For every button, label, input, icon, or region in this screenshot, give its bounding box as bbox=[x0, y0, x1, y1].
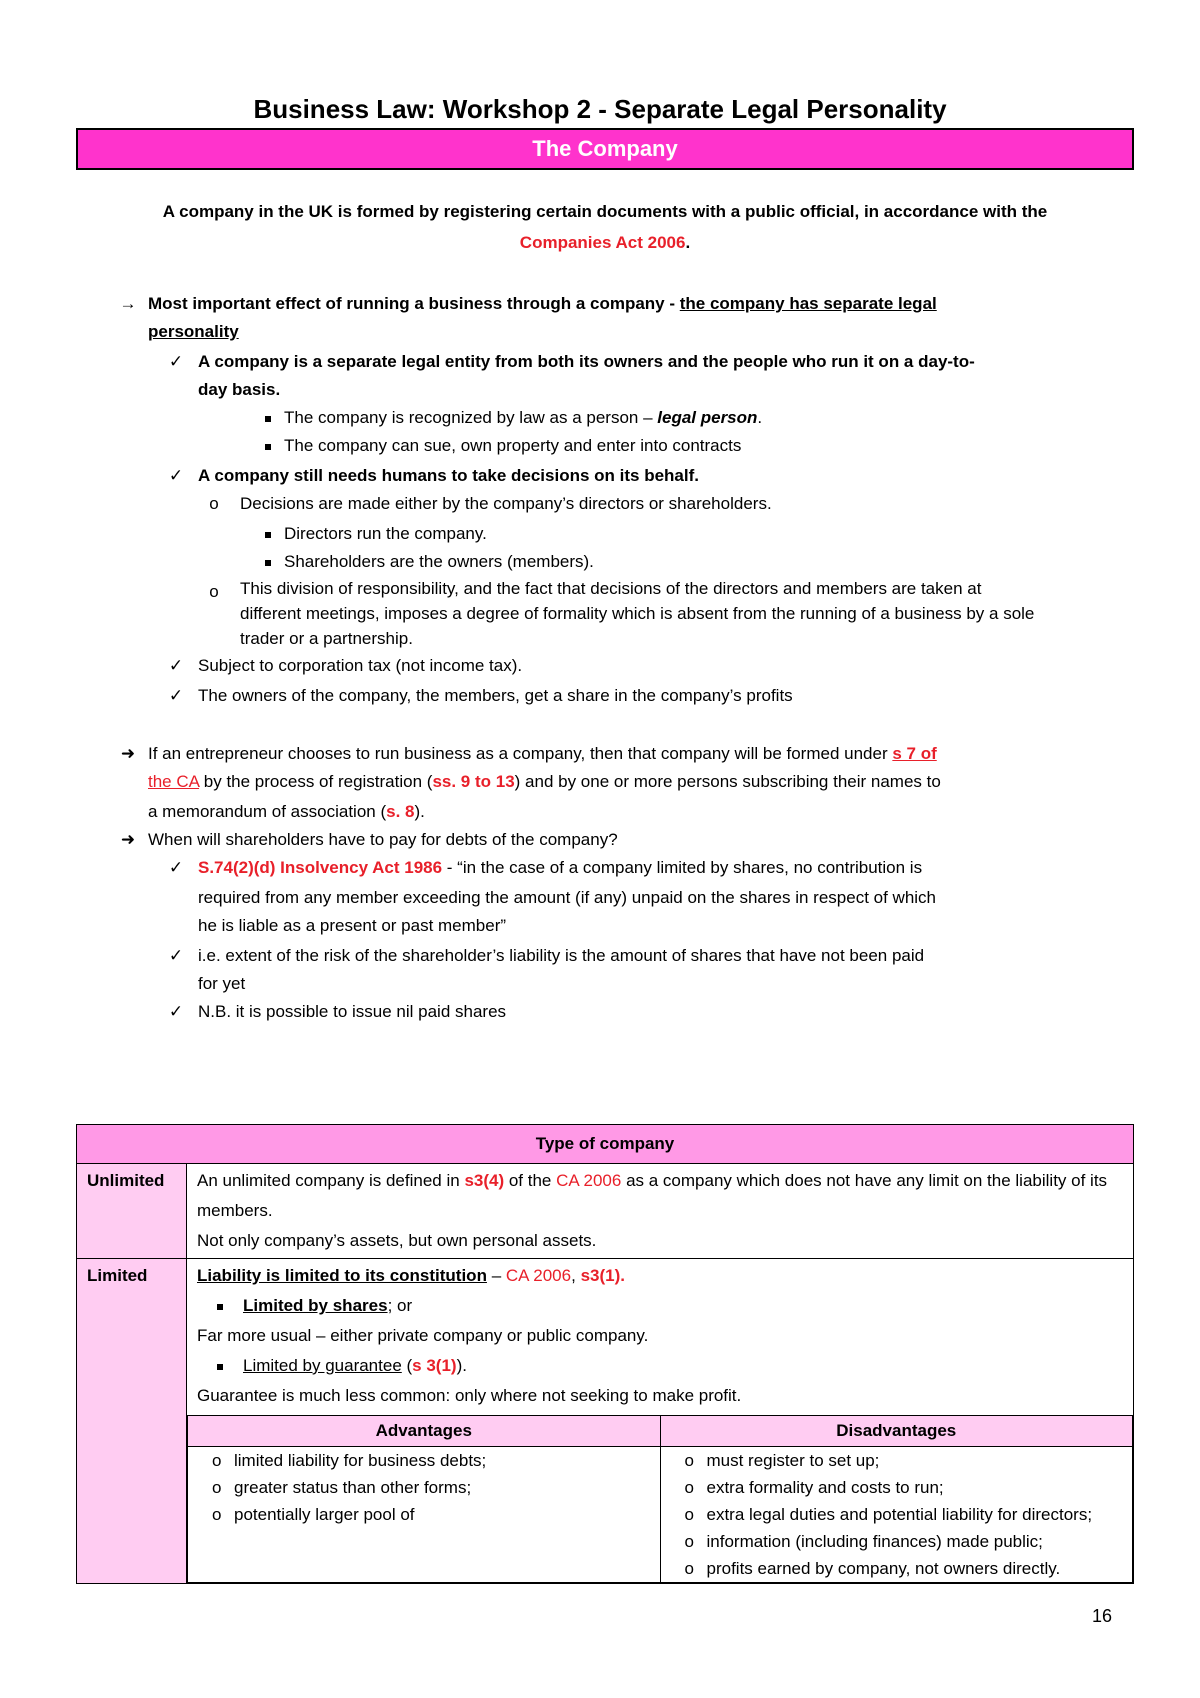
square-bullet-icon bbox=[256, 430, 280, 461]
unl-text-3: as a company which does not have any limit on the liability of its members. bbox=[197, 1171, 1108, 1220]
sub-shareholders: Shareholders are the owners (members). bbox=[284, 552, 594, 571]
list-item: o information (including finances) made public; bbox=[671, 1528, 1123, 1555]
insolvency-quote-1 bbox=[198, 852, 922, 883]
arrow-icon: ➜ bbox=[120, 744, 136, 763]
formation-text-3: ) and by one or more persons subscribing their names to bbox=[514, 772, 941, 791]
lim-guar-close: ). bbox=[456, 1356, 467, 1375]
effect-lead bbox=[148, 288, 937, 319]
formation-text-4: a memorandum of association ( bbox=[148, 802, 387, 821]
ss9-13-ref: ss. 9 to 13 bbox=[432, 772, 515, 791]
sub-legal-person bbox=[284, 402, 762, 433]
point-separate-entity-cont: day basis. bbox=[198, 380, 281, 399]
sub-formality: This division of responsibility, and the fact that decisions of the directors and members are taken at different meetings, imposes a degree of formality which is absent from the running of a business by a sole trader or a partnership. bbox=[240, 579, 1035, 648]
ie-line-2: for yet bbox=[198, 974, 246, 993]
lim-guar-ref: s 3(1) bbox=[412, 1356, 457, 1375]
disadvantages-header: Disadvantages bbox=[660, 1416, 1133, 1447]
point-separate-entity: A company is a separate legal entity from both its owners and the people who run it on a day-to- bbox=[198, 352, 975, 371]
list-item: o greater status than other forms; bbox=[198, 1474, 650, 1501]
check-icon: ✓ bbox=[168, 656, 184, 675]
s8-ref: s. 8 bbox=[386, 802, 415, 821]
list-item: o extra formality and costs to run; bbox=[671, 1474, 1123, 1501]
square-bullet-icon bbox=[256, 518, 280, 549]
advantages-header: Advantages bbox=[188, 1416, 661, 1447]
square-bullet-icon bbox=[197, 1351, 243, 1381]
intro-paragraph bbox=[76, 196, 1134, 258]
check-icon: ✓ bbox=[168, 946, 184, 965]
point-profits: The owners of the company, the members, get a share in the company’s profits bbox=[198, 686, 793, 705]
square-bullet-icon bbox=[256, 402, 280, 433]
ca-ref: the CA bbox=[148, 772, 200, 791]
square-bullet-icon bbox=[256, 546, 280, 577]
intro-end: . bbox=[685, 233, 691, 252]
company-type-table bbox=[76, 1124, 1134, 1584]
page-number: 16 bbox=[1092, 1606, 1113, 1626]
effect-lead-text: Most important effect of running a business through a company - bbox=[148, 294, 680, 313]
lim-dash: – bbox=[486, 1266, 506, 1285]
sub-directors: Directors run the company. bbox=[284, 524, 487, 543]
quote-text-1: - “in the case of a company limited by shares, no contribution is bbox=[442, 858, 923, 877]
formation-text-5: ). bbox=[414, 802, 425, 821]
ca2006-ref: CA 2006 bbox=[556, 1171, 622, 1190]
unl-text-1: An unlimited company is defined in bbox=[197, 1171, 465, 1190]
arrow-icon: → bbox=[119, 294, 137, 313]
sub-legal-person-end: . bbox=[757, 408, 763, 427]
effect-emphasis: the company has separate legal bbox=[679, 294, 937, 313]
check-icon: ✓ bbox=[168, 352, 184, 371]
nb-line: N.B. it is possible to issue nil paid shares bbox=[198, 1002, 507, 1021]
companies-act-ref: Companies Act 2006 bbox=[519, 233, 686, 252]
disadvantages-cell bbox=[660, 1447, 1133, 1583]
circle-bullet-icon: o bbox=[209, 494, 219, 513]
advantages-list bbox=[198, 1447, 650, 1528]
lim-s3-1-ref: s3(1). bbox=[580, 1266, 625, 1285]
insolvency-act-ref: S.74(2)(d) Insolvency Act 1986 bbox=[198, 858, 443, 877]
list-item: o profits earned by company, not owners directly. bbox=[671, 1555, 1123, 1582]
legal-person-term: legal person bbox=[657, 408, 758, 427]
check-icon: ✓ bbox=[168, 686, 184, 705]
sub-decisions: Decisions are made either by the company’s directors or shareholders. bbox=[240, 494, 772, 513]
lim-guar-open: ( bbox=[401, 1356, 413, 1375]
unlimited-label: Unlimited bbox=[77, 1164, 187, 1259]
arrow-icon: ➜ bbox=[120, 830, 136, 849]
lim-comma: , bbox=[571, 1266, 581, 1285]
unlimited-cell bbox=[187, 1164, 1134, 1259]
debts-question: When will shareholders have to pay for debts of the company? bbox=[148, 830, 618, 849]
limited-by-shares: Limited by shares bbox=[243, 1296, 388, 1315]
limited-label: Limited bbox=[77, 1259, 187, 1584]
lim-guar-note: Guarantee is much less common: only where not seeking to make profit. bbox=[197, 1386, 742, 1405]
formation-line-1 bbox=[148, 738, 937, 769]
lim-ca-ref: CA 2006 bbox=[505, 1266, 572, 1285]
point-corp-tax: Subject to corporation tax (not income tax). bbox=[198, 656, 523, 675]
page-title: Business Law: Workshop 2 - Separate Legal Personality bbox=[253, 94, 947, 124]
intro-text: A company in the UK is formed by registering certain documents with a public official, in accordance with the bbox=[162, 202, 1048, 221]
s7-ref: s 7 of bbox=[892, 744, 937, 763]
list-item: o limited liability for business debts; bbox=[198, 1447, 650, 1474]
unl-text-2: of the bbox=[504, 1171, 557, 1190]
list-item: o potentially larger pool of bbox=[198, 1501, 650, 1528]
disadvantages-list bbox=[671, 1447, 1123, 1582]
sub-sue-property: The company can sue, own property and enter into contracts bbox=[284, 436, 742, 455]
ie-line-1: i.e. extent of the risk of the shareholder’s liability is the amount of shares that have not been paid bbox=[198, 946, 925, 965]
effect-emphasis-cont: personality bbox=[148, 322, 239, 341]
formation-text-1: If an entrepreneur chooses to run business as a company, then that company will be formed under bbox=[148, 744, 893, 763]
s3-4-ref: s3(4) bbox=[464, 1171, 505, 1190]
sub-legal-person-text: The company is recognized by law as a person – bbox=[284, 408, 658, 427]
lim-usual: Far more usual – either private company or public company. bbox=[197, 1326, 649, 1345]
point-needs-humans: A company still needs humans to take decisions on its behalf. bbox=[198, 466, 699, 485]
check-icon: ✓ bbox=[168, 858, 184, 877]
insolvency-quote-3: he is liable as a present or past member” bbox=[198, 916, 507, 935]
list-item: o must register to set up; bbox=[671, 1447, 1123, 1474]
limited-cell bbox=[187, 1259, 1134, 1584]
check-icon: ✓ bbox=[168, 1002, 184, 1021]
formation-line-3 bbox=[148, 796, 425, 827]
list-item: o extra legal duties and potential liability for directors; bbox=[671, 1501, 1123, 1528]
check-icon: ✓ bbox=[168, 466, 184, 485]
lim-heading: Liability is limited to its constitution bbox=[197, 1266, 487, 1285]
insolvency-quote-2: required from any member exceeding the amount (if any) unpaid on the shares in respect of which bbox=[198, 888, 937, 907]
section-banner: The Company bbox=[76, 128, 1134, 170]
square-bullet-icon bbox=[197, 1291, 243, 1321]
adv-disadv-table bbox=[187, 1415, 1133, 1583]
unl-text-4: Not only company’s assets, but own personal assets. bbox=[197, 1231, 597, 1250]
circle-bullet-icon: o bbox=[209, 582, 219, 601]
advantages-cell bbox=[188, 1447, 661, 1583]
lim-or: ; or bbox=[387, 1296, 413, 1315]
table-header: Type of company bbox=[77, 1125, 1134, 1164]
limited-by-guarantee: Limited by guarantee bbox=[243, 1356, 402, 1375]
formation-line-2 bbox=[148, 766, 941, 797]
formation-text-2: by the process of registration ( bbox=[199, 772, 433, 791]
